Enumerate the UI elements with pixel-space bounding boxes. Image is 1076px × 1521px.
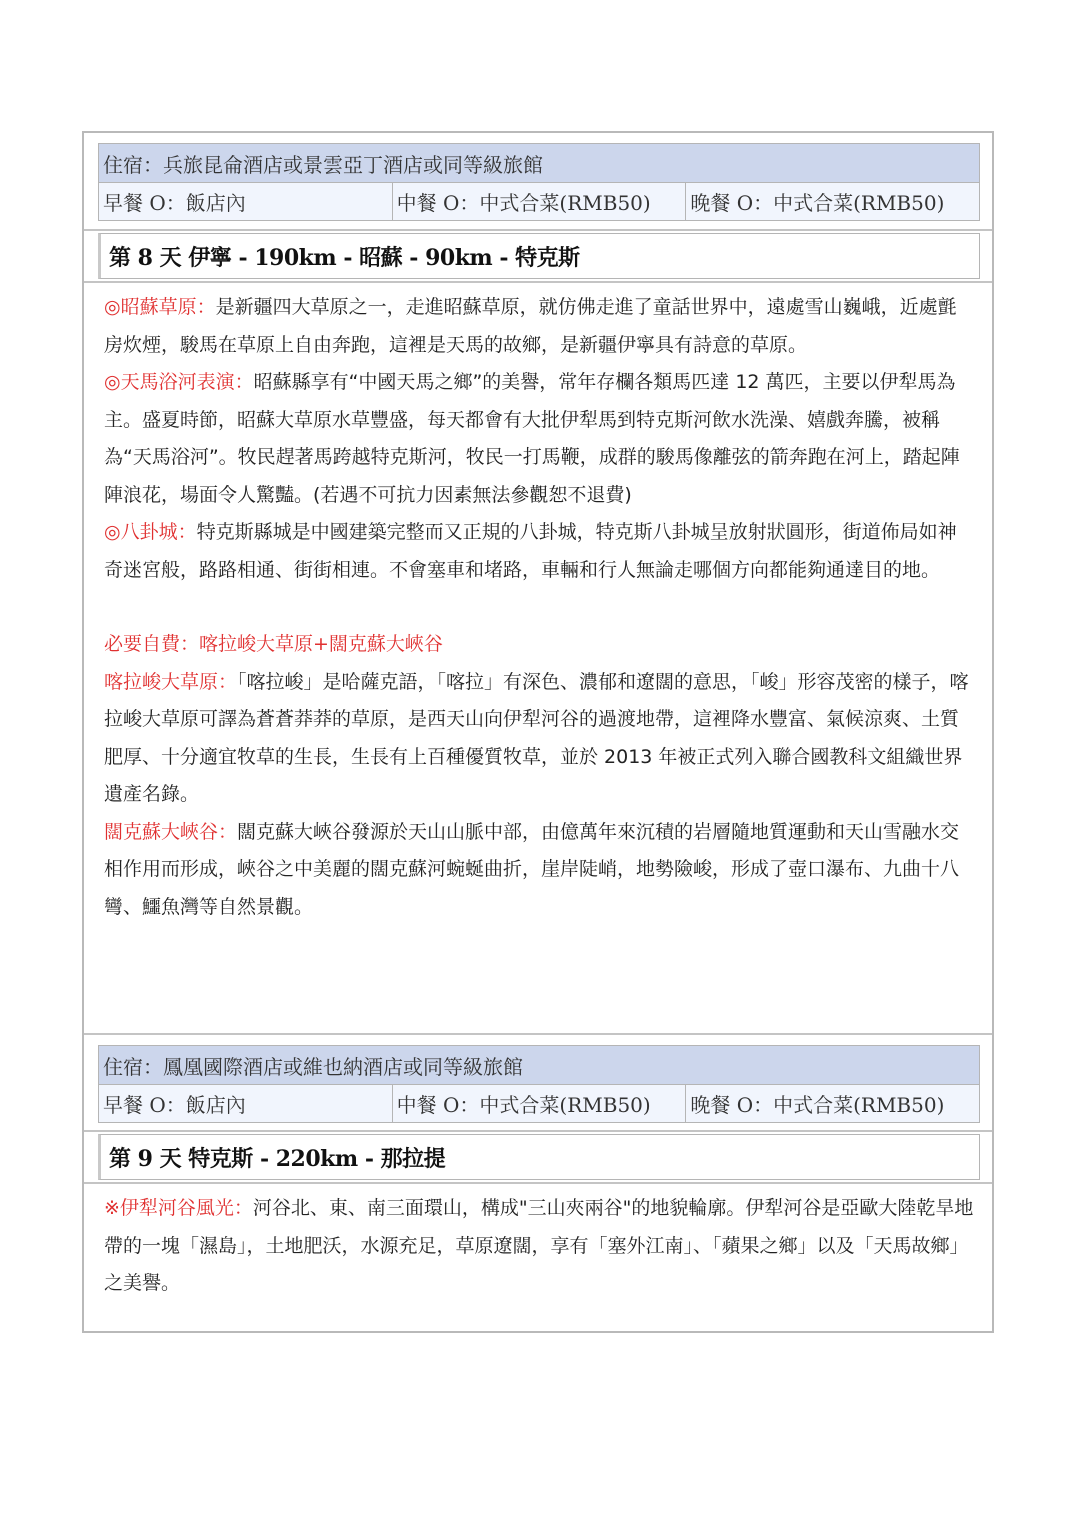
breakfast-cell: 早餐 O：飯店內 xyxy=(99,1085,393,1122)
optional-expense-heading: 必要自費：喀拉峻大草原+闊克蘇大峽谷 xyxy=(104,633,443,655)
paragraph-label: 喀拉峻大草原： xyxy=(104,670,238,693)
spacer xyxy=(104,589,974,626)
paragraph-label: ◎八卦城： xyxy=(104,521,197,543)
paragraph xyxy=(104,664,974,814)
paragraph-label: ◎天馬浴河表演： xyxy=(104,371,254,393)
day7-lodging-table xyxy=(98,143,980,221)
dinner-cell: 晚餐 O：中式合菜(RMB50) xyxy=(690,191,945,215)
paragraph-label: 闊克蘇大峽谷： xyxy=(104,820,238,843)
meals-row xyxy=(99,1085,979,1122)
divider xyxy=(84,281,992,283)
lodging-row: 住宿：兵旅昆侖酒店或景雲亞丁酒店或同等級旅館 xyxy=(99,144,979,183)
paragraph-text: 昭蘇縣享有“中國天馬之鄉”的美譽，常年存欄各類馬匹達 12 萬匹，主要以伊犁馬為主。盛夏時節，昭蘇大草原水草豐盛，每天都會有大批伊犁馬到特克斯河飲水洗澡、嬉戲奔騰，被稱為“天馬浴河”。牧民趕著馬跨越特克斯河，牧民一打馬鞭，成群的駿馬像離弦的箭奔跑在河上，踏起陣陣浪花，場面令人驚豔。(若遇不可抗力因素無法參觀恕不退費) xyxy=(104,371,960,506)
paragraph xyxy=(104,814,974,927)
lodging-row: 住宿：鳳凰國際酒店或維也納酒店或同等級旅館 xyxy=(99,1046,979,1085)
day9-content xyxy=(104,1190,974,1303)
paragraph-text: 闊克蘇大峽谷發源於天山山脈中部，由億萬年來沉積的岩層隨地質運動和天山雪融水交相作用而形成，峽谷之中美麗的闊克蘇河蜿蜒曲折，崖岸陡峭，地勢險峻，形成了壺口瀑布、九曲十八彎、鱷魚灣等自然景觀。 xyxy=(104,820,960,918)
lunch-cell: 中餐 O：中式合菜(RMB50) xyxy=(393,183,687,220)
paragraph-text: 特克斯縣城是中國建築完整而又正規的八卦城，特克斯八卦城呈放射狀圓形，街道佈局如神奇迷宮般，路路相通、街街相連。不會塞車和堵路，車輛和行人無論走哪個方向都能夠通達目的地。 xyxy=(104,521,957,581)
paragraph xyxy=(104,1190,974,1303)
meals-row xyxy=(99,183,979,220)
divider xyxy=(84,1182,992,1184)
itinerary-page xyxy=(82,131,994,1333)
dinner-cell: 晚餐 O：中式合菜(RMB50) xyxy=(690,1093,945,1117)
paragraph xyxy=(104,364,974,514)
divider xyxy=(84,1130,992,1132)
paragraph-text: 是新疆四大草原之一，走進昭蘇草原，就仿佛走進了童話世界中，遠處雪山巍峨，近處氈房炊煙，駿馬在草原上自由奔跑，這裡是天馬的故鄉，是新疆伊寧具有詩意的草原。 xyxy=(104,296,957,356)
lunch-cell: 中餐 O：中式合菜(RMB50) xyxy=(393,1085,687,1122)
breakfast-cell: 早餐 O：飯店內 xyxy=(99,183,393,220)
paragraph xyxy=(104,514,974,589)
paragraph-text: 河谷北、東、南三面環山，構成"三山夾兩谷"的地貌輪廓。伊犁河谷是亞歐大陸乾旱地帶的一塊「濕島」，土地肥沃，水源充足，草原遼闊，享有「塞外江南」、「蘋果之鄉」以及「天馬故鄉」之美譽。 xyxy=(104,1197,974,1294)
day8-lodging-table xyxy=(98,1045,980,1123)
day8-content xyxy=(104,289,974,926)
divider xyxy=(84,229,992,231)
day9-title: 第 9 天 特克斯 - 220km - 那拉提 xyxy=(98,1134,980,1180)
paragraph-label: ※伊犁河谷風光： xyxy=(104,1197,253,1219)
day8-title: 第 8 天 伊寧 - 190km - 昭蘇 - 90km - 特克斯 xyxy=(98,233,980,279)
paragraph-text: 「喀拉峻」是哈薩克語，「喀拉」有深色、濃郁和遼闊的意思，「峻」形容茂密的樣子，喀拉峻大草原可譯為蒼蒼莽莽的草原，是西天山向伊犁河谷的過渡地帶，這裡降水豐富、氣候涼爽、土質肥厚、十分適宜牧草的生長，生長有上百種優質牧草，並於 2013 年被正式列入聯合國教科文組織世界遺產名錄。 xyxy=(104,670,969,805)
paragraph-label: ◎昭蘇草原： xyxy=(104,296,216,318)
paragraph xyxy=(104,289,974,364)
divider xyxy=(84,1033,992,1035)
